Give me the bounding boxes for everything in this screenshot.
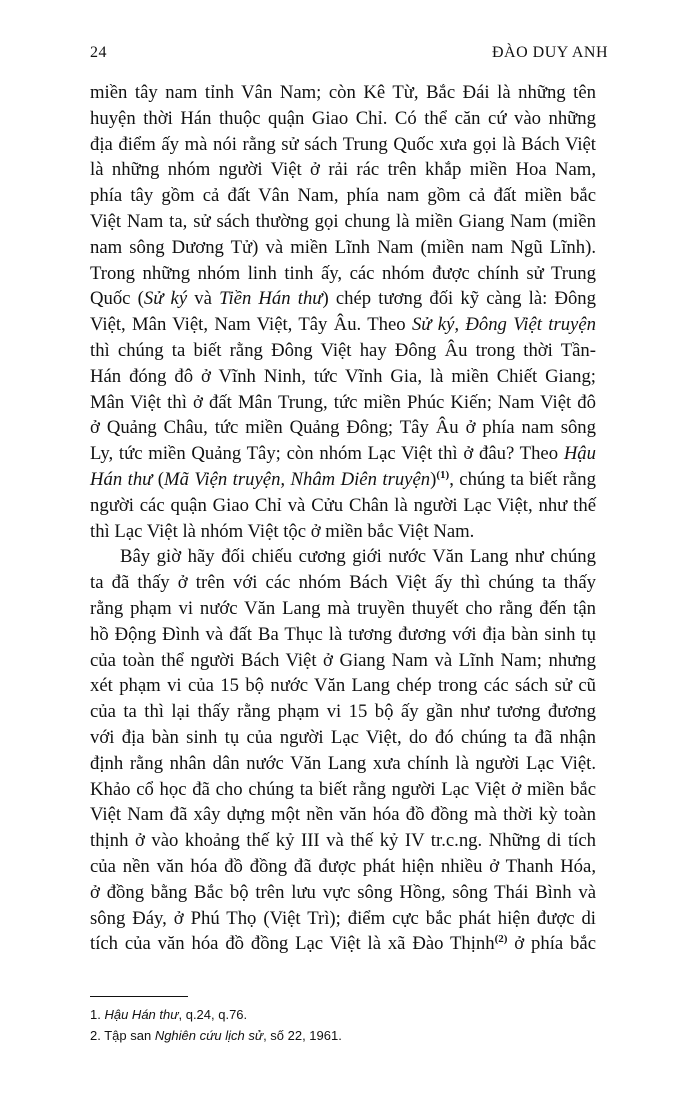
footnotes (90, 1004, 596, 1046)
footnote-divider (90, 996, 188, 997)
book-title-italic: Hậu (563, 443, 596, 465)
text-line: thì chúng ta biết rằng Đông Việt hay Đông Âu trong thời Tần- (90, 339, 596, 361)
text-line (90, 286, 596, 312)
text-run: ở phía bắc (507, 933, 596, 955)
text-line: Bây giờ hãy đối chiếu cương giới nước Văn Lang như chúng (120, 546, 596, 568)
text-run: , chúng ta biết rằng (449, 468, 596, 490)
text-line: ở đồng bằng Bắc bộ trên lưu vực sông Hồng, sông Thái Bình và (90, 881, 596, 903)
text-line: huyện thời Hán thuộc quận Giao Chỉ. Có thể căn cứ vào những (90, 107, 596, 129)
page-header (90, 44, 608, 62)
text-line: người các quận Giao Chỉ và Cửu Chân là người Lạc Việt, như thế (90, 494, 596, 516)
text-line: sông Đáy, ở Phú Thọ (Việt Trì); điểm cực bắc phát hiện được di (90, 907, 596, 929)
book-title-italic: Sử ký, Đông Việt truyện (411, 314, 596, 336)
text-line: Việt Nam ta, sử sách thường gọi chung là miền Giang Nam (miền (90, 210, 596, 232)
footnote-text: , số 22, 1961. (263, 1028, 342, 1043)
book-title-italic: Tiền Hán thư (219, 288, 323, 310)
book-title-italic: Mã Viện truyện, Nhâm Diên truyện (164, 468, 431, 490)
text-line: Hán đóng đô ở Vĩnh Ninh, tức Vĩnh Gia, là miền Chiết Giang; (90, 365, 596, 387)
text-line: phía tây gồm cả đất Vân Nam, phía nam gồm cả đất miền bắc (90, 185, 596, 207)
text-run: tích của văn hóa đồ đồng Lạc Việt là xã Đào Thịnh (90, 933, 495, 955)
footnote-2 (90, 1025, 596, 1046)
book-title-italic: Hán thư (90, 468, 153, 490)
book-title-italic: Sử ký (143, 288, 188, 310)
text-line: miền tây nam tỉnh Vân Nam; còn Kê Từ, Bắc Đái là những tên (90, 82, 596, 103)
text-line: Khảo cổ học đã cho chúng ta biết rằng người Lạc Việt ở miền bắc (90, 778, 596, 800)
text-line: Trong những nhóm linh tinh ấy, các nhóm được chính sử Trung (90, 262, 596, 284)
text-line: nam sông Dương Tử) và miền Lĩnh Nam (miền nam Ngũ Lĩnh). (90, 236, 596, 258)
text-line: Việt Nam đã xây dựng một nền văn hóa đồ đồng mà thời kỳ toàn (90, 804, 596, 826)
text-line: địa điểm ấy mà nói rằng sử sách Trung Quốc xưa gọi là Bách Việt (90, 133, 596, 155)
paragraph-1 (90, 80, 596, 544)
text-line: rằng phạm vi nước Văn Lang mà truyền thuyết cho rằng đến tận (90, 597, 596, 619)
text-line: định rằng nhân dân nước Văn Lang xưa chính là người Lạc Việt. (90, 752, 596, 774)
text-run: và (187, 288, 220, 310)
footnote-number: 2. Tập san (90, 1028, 155, 1043)
text-line: ở Quảng Châu, tức miền Quảng Đông; Tây Âu ở phía nam sông (90, 417, 596, 439)
text-run: ) (430, 468, 437, 490)
text-line: thịnh ở vào khoảng thế kỷ III và thế kỷ IV tr.c.ng. Những di tích (90, 830, 596, 852)
text-line: Mân Việt thì ở đất Mân Trung, tức miền Phúc Kiến; Nam Việt đô (90, 391, 596, 413)
text-run: Việt, Mân Việt, Nam Việt, Tây Âu. Theo (90, 314, 412, 336)
text-line: của nền văn hóa đồ đồng đã được phát hiện nhiều ở Thanh Hóa, (90, 855, 596, 877)
text-line: ta đã thấy ở trên với các nhóm Bách Việt ấy thì chúng ta thấy (90, 572, 596, 594)
footnote-italic: Nghiên cứu lịch sử (154, 1028, 264, 1043)
text-line (90, 441, 596, 467)
text-line (90, 467, 596, 493)
text-line: của toàn thể người Bách Việt ở Giang Nam và Lĩnh Nam; nhưng (90, 649, 596, 671)
text-line: xét phạm vi của 15 bộ nước Văn Lang chép trong các sách sử cũ (90, 675, 596, 697)
text-line: hồ Động Đình và đất Ba Thục là tương đương với địa bàn sinh tụ (90, 623, 596, 645)
page-number: 24 (90, 44, 107, 61)
text-line: của ta thì lại thấy rằng phạm vi 15 bộ ấy gần như tương đương (90, 701, 596, 723)
footnote-ref-2[interactable]: (2) (494, 933, 508, 946)
text-line (90, 931, 596, 957)
footnote-italic: Hậu Hán thư (104, 1007, 179, 1022)
text-line: thì Lạc Việt là nhóm Việt tộc ở miền bắc Việt Nam. (90, 520, 475, 542)
text-line: với địa bàn sinh tụ của người Lạc Việt, do đó chúng ta đã nhận (90, 726, 596, 748)
text-line: là những nhóm người Việt ở rải rác trên khắp miền Hoa Nam, (90, 159, 596, 181)
body-text (90, 80, 596, 957)
text-run: ) chép tương đối kỹ càng là: Đông (322, 288, 596, 310)
running-title: ĐÀO DUY ANH (491, 44, 608, 61)
footnote-text: , q.24, q.76. (178, 1007, 248, 1022)
paragraph-2 (90, 544, 596, 957)
text-run: ( (152, 468, 165, 490)
footnote-ref-1[interactable]: (1) (436, 468, 450, 481)
footnote-number: 1. (90, 1007, 105, 1022)
text-line (90, 312, 596, 338)
footnote-1 (90, 1004, 596, 1025)
text-run: Ly, tức miền Quảng Tây; còn nhóm Lạc Việt thì ở đâu? Theo (90, 443, 564, 465)
text-run: Quốc ( (90, 288, 144, 310)
